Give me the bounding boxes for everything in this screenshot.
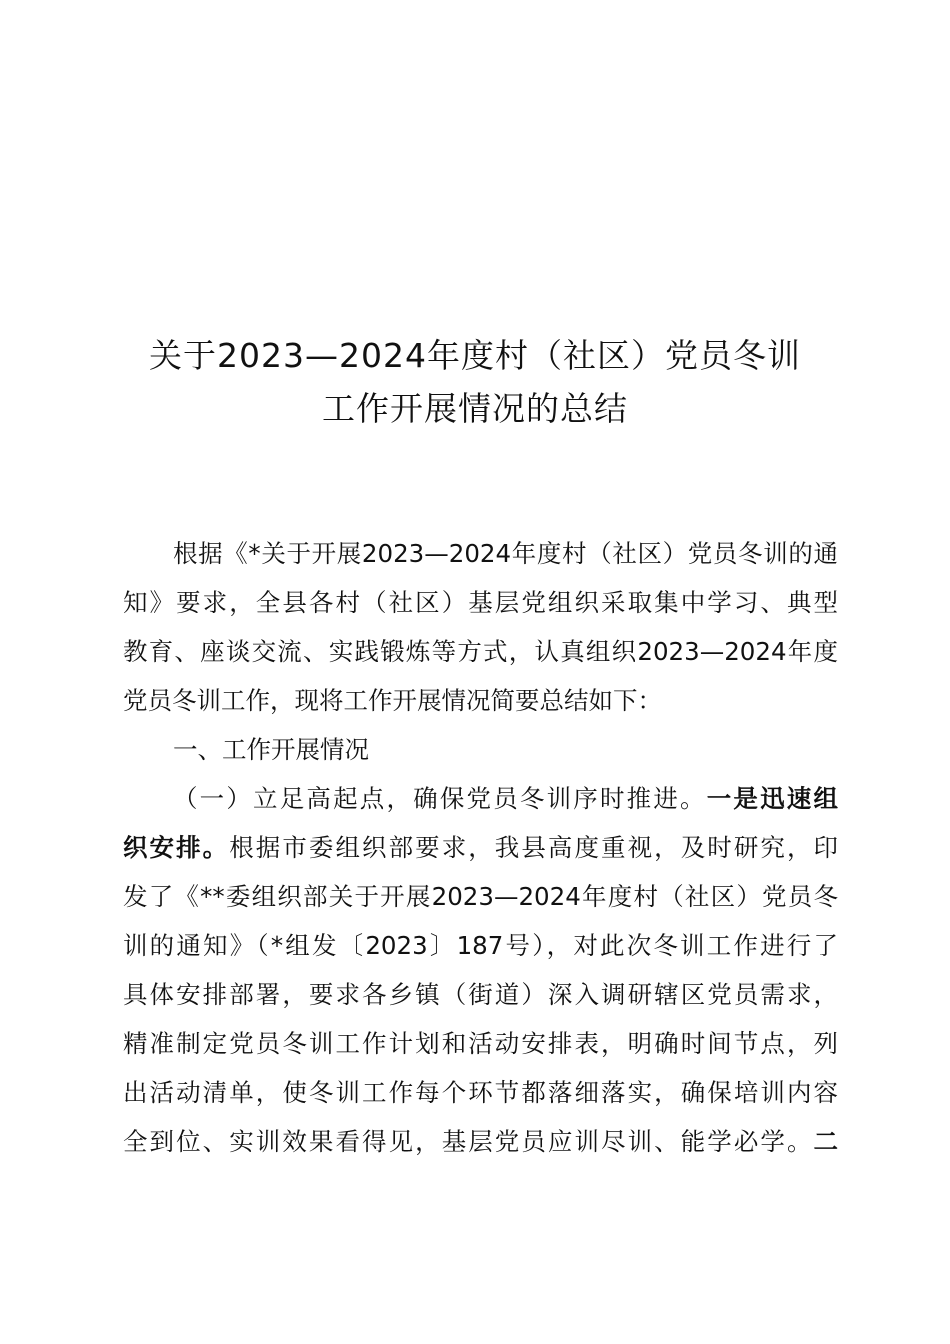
- intro-line-3: 教育、座谈交流、实践锻炼等方式，认真组织2023—2024年度: [123, 637, 838, 666]
- intro-line-4: 党员冬训工作，现将工作开展情况简要总结如下：: [123, 686, 662, 715]
- point-one-heading-end: 织安排。: [123, 833, 230, 862]
- intro-line-1: 根据《*关于开展2023—2024年度村（社区）党员冬训的通: [173, 539, 838, 568]
- subsection-line-1: [173, 783, 838, 815]
- subsection-text-end: 全到位、实训效果看得见，基层党员应训尽训、能学必学。: [123, 1127, 814, 1156]
- subsection-line-3: 发了《**委组织部关于开展2023—2024年度村（社区）党员冬: [123, 882, 838, 911]
- document-title-line-1: 关于2023—2024年度村（社区）党员冬训: [149, 336, 801, 375]
- subsection-line-6: 精准制定党员冬训工作计划和活动安排表，明确时间节点，列: [123, 1029, 838, 1058]
- subsection-line-5: 具体安排部署，要求各乡镇（街道）深入调研辖区党员需求，: [123, 980, 838, 1009]
- point-one-heading-part: 一是迅速组: [706, 784, 838, 813]
- subsection-heading: （一）立足高起点，确保党员冬训序时推进。: [173, 784, 707, 813]
- section-heading: 一、工作开展情况: [173, 735, 369, 764]
- subsection-line-7: 出活动清单，使冬训工作每个环节都落细落实，确保培训内容: [123, 1078, 838, 1107]
- subsection-text: 根据市委组织部要求，我县高度重视，及时研究，印: [229, 833, 839, 862]
- document-title-line-2: 工作开展情况的总结: [322, 389, 628, 428]
- point-two-heading-start: 二: [813, 1127, 838, 1156]
- subsection-line-4: 训的通知》（*组发〔2023〕187号），对此次冬训工作进行了: [123, 931, 838, 960]
- subsection-line-2: [123, 832, 838, 864]
- intro-line-2: 知》要求，全县各村（社区）基层党组织采取集中学习、典型: [123, 588, 838, 617]
- subsection-line-8: [123, 1126, 838, 1158]
